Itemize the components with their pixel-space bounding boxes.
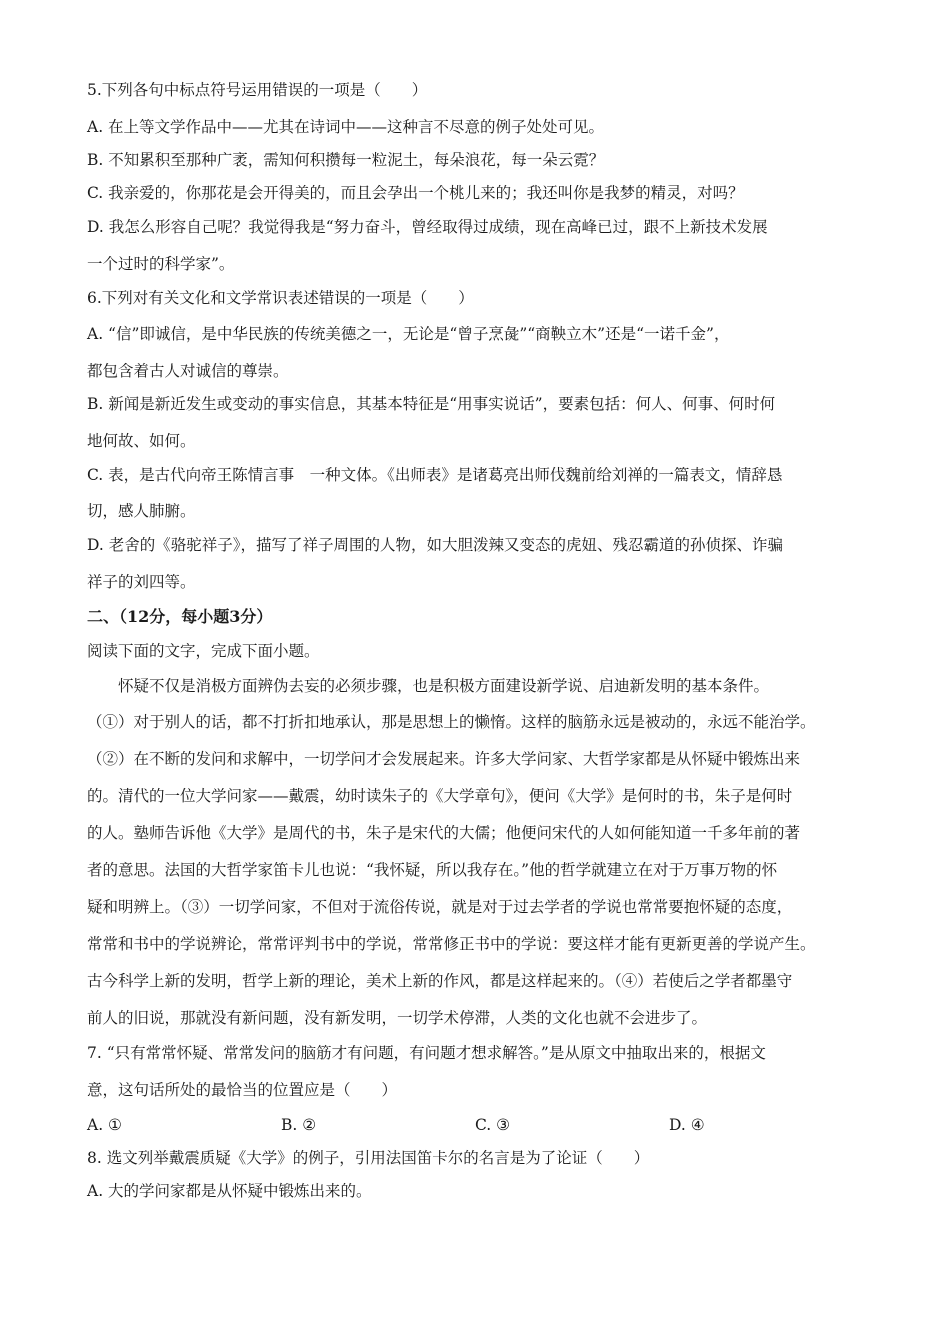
section-instruction: 阅读下面的文字，完成下面小题。 — [87, 642, 320, 660]
passage-line: 者的意思。法国的大哲学家笛卡儿也说：“我怀疑，所以我存在。”他的哲学就建立在对于万事万物的怀 — [87, 861, 778, 879]
q8-stem: 8. 选文列举戴震质疑《大学》的例子，引用法国笛卡尔的名言是为了论证（ ） — [87, 1149, 650, 1167]
q6-option-c-line2: 切，感人肺腑。 — [87, 502, 196, 520]
q6-stem: 6.下列对有关文化和文学常识表述错误的一项是（ ） — [87, 289, 474, 307]
q5-option-d-line1: D. 我怎么形容自己呢？我觉得我是“努力奋斗，曾经取得过成绩，现在高峰已过，跟不上新技术发展 — [87, 218, 768, 236]
q7-option-a: A. ① — [87, 1116, 122, 1134]
q5-stem: 5.下列各句中标点符号运用错误的一项是（ ） — [87, 81, 428, 99]
section-heading: 二、（12分，每小题3分） — [87, 607, 273, 626]
q5-option-a: A. 在上等文学作品中——尤其在诗词中——这种言不尽意的例子处处可见。 — [87, 118, 605, 136]
q6-option-d-line2: 祥子的刘四等。 — [87, 573, 196, 591]
passage-line: 疑和明辨上。（③）一切学问家，不但对于流俗传说，就是对于过去学者的学说也常常要抱怀疑的态度， — [87, 898, 793, 916]
passage-line: 怀疑不仅是消极方面辨伪去妄的必须步骤，也是积极方面建设新学说、启迪新发明的基本条件。 — [87, 677, 770, 695]
q7-stem-line1: 7. “只有常常怀疑、常常发问的脑筋才有问题，有问题才想求解答。”是从原文中抽取出来的，根据文 — [87, 1044, 766, 1062]
q6-option-c-line1: C. 表，是古代向帝王陈情言事 一种文体。《出师表》是诸葛亮出师伐魏前给刘禅的一篇表文，情辞恳 — [87, 466, 783, 484]
passage-line: 古今科学上新的发明，哲学上新的理论，美术上新的作风，都是这样起来的。（④）若使后之学者都墨守 — [87, 972, 793, 990]
q7-option-d: D. ④ — [669, 1116, 705, 1134]
q5-option-b: B. 不知累积至那种广袤，需知何积攒每一粒泥土，每朵浪花，每一朵云霓？ — [87, 151, 605, 169]
passage-line: （①）对于别人的话，都不打折扣地承认，那是思想上的懒惰。这样的脑筋永远是被动的，永远不能治学。 — [87, 713, 816, 731]
passage-line: 前人的旧说，那就没有新问题，没有新发明，一切学术停滞，人类的文化也就不会进步了。 — [87, 1009, 708, 1027]
q5-option-c: C. 我亲爱的，你那花是会开得美的，而且会孕出一个桃儿来的；我还叫你是我梦的精灵，对吗？ — [87, 184, 744, 202]
q5-option-d-line2: 一个过时的科学家”。 — [87, 255, 235, 273]
q6-option-d-line1: D. 老舍的《骆驼祥子》，描写了祥子周围的人物，如大胆泼辣又变态的虎妞、残忍霸道的孙侦探、诈骗 — [87, 536, 783, 554]
passage-line: 的人。塾师告诉他《大学》是周代的书，朱子是宋代的大儒；他便问宋代的人如何能知道一千多年前的著 — [87, 824, 801, 842]
q6-option-a-line1: A. “信”即诚信，是中华民族的传统美德之一，无论是“曾子烹彘”“商鞅立木”还是“一诺千金”， — [87, 325, 730, 343]
q6-option-a-line2: 都包含着古人对诚信的尊崇。 — [87, 362, 289, 380]
q6-option-b-line2: 地何故、如何。 — [87, 432, 196, 450]
q7-options — [87, 1115, 807, 1135]
passage-line: 的。清代的一位大学问家——戴震，幼时读朱子的《大学章句》，便问《大学》是何时的书，朱子是何时 — [87, 787, 793, 805]
q6-option-b-line1: B. 新闻是新近发生或变动的事实信息，其基本特征是“用事实说话”，要素包括：何人、何事、何时何 — [87, 395, 776, 413]
q7-option-b: B. ② — [281, 1116, 317, 1134]
q8-option-a: A. 大的学问家都是从怀疑中锻炼出来的。 — [87, 1182, 372, 1200]
passage-line: 常常和书中的学说辨论，常常评判书中的学说，常常修正书中的学说：要这样才能有更新更善的学说产生。 — [87, 935, 816, 953]
passage-line: （②）在不断的发问和求解中，一切学问才会发展起来。许多大学问家、大哲学家都是从怀疑中锻炼出来 — [87, 750, 801, 768]
q7-stem-line2: 意，这句话所处的最恰当的位置应是（ ） — [87, 1081, 398, 1099]
q7-option-c: C. ③ — [475, 1116, 511, 1134]
